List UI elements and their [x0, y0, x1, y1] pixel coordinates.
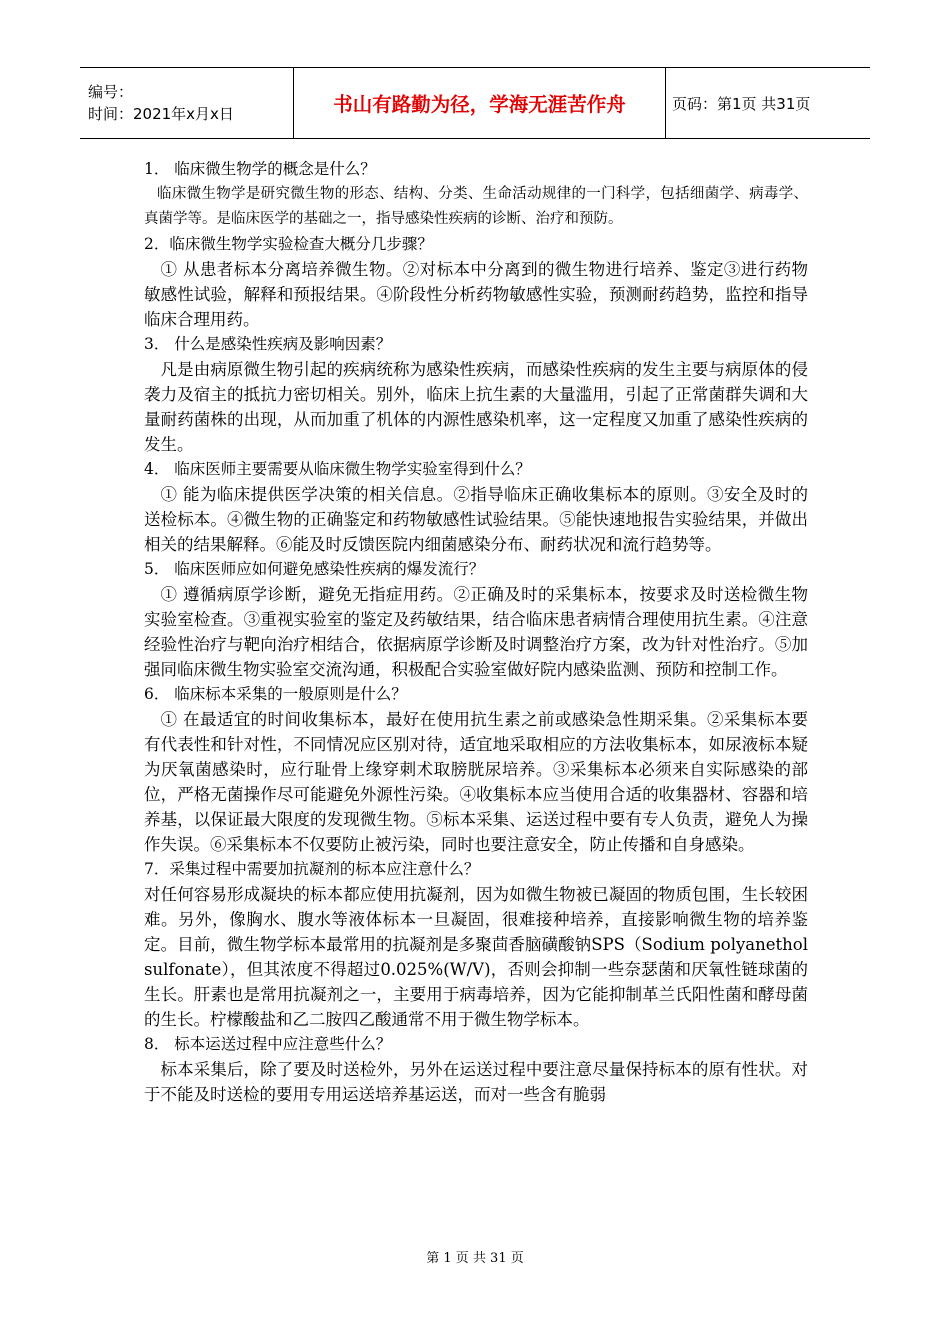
time-label: 时间：2021年x月x日: [88, 105, 234, 123]
answer-4: ① 能为临床提供医学决策的相关信息。②指导临床正确收集标本的原则。③安全及时的送检标本。④微生物的正确鉴定和药物敏感性试验结果。⑤能快速地报告实验结果，并做出相关的结果解释。⑥能及时反馈医院内细菌感染分布、耐药状况和流行趋势等。: [144, 485, 808, 554]
answer-6: ① 在最适宜的时间收集标本，最好在使用抗生素之前或感染急性期采集。②采集标本要有代表性和针对性，不同情况应区别对待，适宜地采取相应的方法收集标本，如尿液标本疑为厌氧菌感染时，应行耻骨上缘穿刺术取膀胱尿培养。③采集标本必须来自实际感染的部位，严格无菌操作尽可能避免外源性污染。④收集标本应当使用合适的收集器材、容器和培养基，以保证最大限度的发现微生物。⑤标本采集、运送过程中要有专人负责，避免人为操作失误。⑥采集标本不仅要防止被污染，同时也要注意安全，防止传播和自身感染。: [144, 710, 808, 854]
answer-3: 凡是由病原微生物引起的疾病统称为感染性疾病，而感染性疾病的发生主要与病原体的侵袭力及宿主的抵抗力密切相关。别外，临床上抗生素的大量滥用，引起了正常菌群失调和大量耐药菌株的出现，从而加重了机体的内源性感染机率，这一定程度又加重了感染性疾病的发生。: [144, 360, 808, 454]
answer-2: ① 从患者标本分离培养微生物。②对标本中分离到的微生物进行培养、鉴定③进行药物敏感性试验，解释和预报结果。④阶段性分析药物敏感性实验，预测耐药趋势，监控和指导临床合理用药。: [144, 260, 808, 329]
header-motto: 书山有路勤为径，学海无涯苦作舟: [294, 68, 666, 139]
question-5: 5． 临床医师应如何避免感染性疾病的爆发流行？: [144, 560, 485, 578]
header-page-info: 页码：第1页 共31页: [666, 68, 871, 139]
question-8: 8． 标本运送过程中应注意些什么？: [144, 1035, 392, 1053]
question-6: 6． 临床标本采集的一般原则是什么？: [144, 685, 407, 703]
question-2: 2．临床微生物学实验检查大概分几步骤？: [144, 235, 433, 253]
document-body: [144, 157, 808, 1107]
answer-7: 对任何容易形成凝块的标本都应使用抗凝剂，因为如微生物被已凝固的物质包围，生长较困难。另外，像胸水、腹水等液体标本一旦凝固，很难接种培养，直接影响微生物的培养鉴定。目前，微生物学标本最常用的抗凝剂是多聚茴香脑磺酸钠SPS（Sodium polyanethol sulfonate），但其浓度不得超过0.025%(W/V)，否则会抑制一些奈瑟菌和厌氧性链球菌的生长。肝素也是常用抗凝剂之一，主要用于病毒培养，因为它能抑制革兰氏阳性菌和酵母菌的生长。柠檬酸盐和乙二胺四乙酸通常不用于微生物学标本。: [144, 885, 808, 1029]
number-label: 编号：: [88, 83, 134, 101]
page-footer: 第 1 页 共 31 页: [426, 1251, 524, 1266]
answer-1: 临床微生物学是研究微生物的形态、结构、分类、生命活动规律的一门科学，包括细菌学、病毒学、真菌学等。是临床医学的基础之一，指导感染性疾病的诊断、治疗和预防。: [144, 186, 808, 227]
answer-5: ① 遵循病原学诊断，避免无指症用药。②正确及时的采集标本，按要求及时送检微生物实验室检查。③重视实验室的鉴定及药敏结果，结合临床患者病情合理使用抗生素。④注意经验性治疗与靶向治疗相结合，依据病原学诊断及时调整治疗方案，改为针对性治疗。⑤加强同临床微生物实验室交流沟通，积极配合实验室做好院内感染监测、预防和控制工作。: [144, 585, 808, 679]
header-meta: [80, 68, 294, 139]
answer-8: 标本采集后，除了要及时送检外，另外在运送过程中要注意尽量保持标本的原有性状。对于不能及时送检的要用专用运送培养基运送，而对一些含有脆弱: [144, 1060, 808, 1104]
question-7: 7．采集过程中需要加抗凝剂的标本应注意什么？: [144, 860, 480, 878]
question-4: 4． 临床医师主要需要从临床微生物学实验室得到什么？: [144, 460, 531, 478]
question-3: 3． 什么是感染性疾病及影响因素？: [144, 335, 392, 353]
header-table: [80, 67, 870, 139]
question-1: 1． 临床微生物学的概念是什么？: [144, 160, 376, 178]
